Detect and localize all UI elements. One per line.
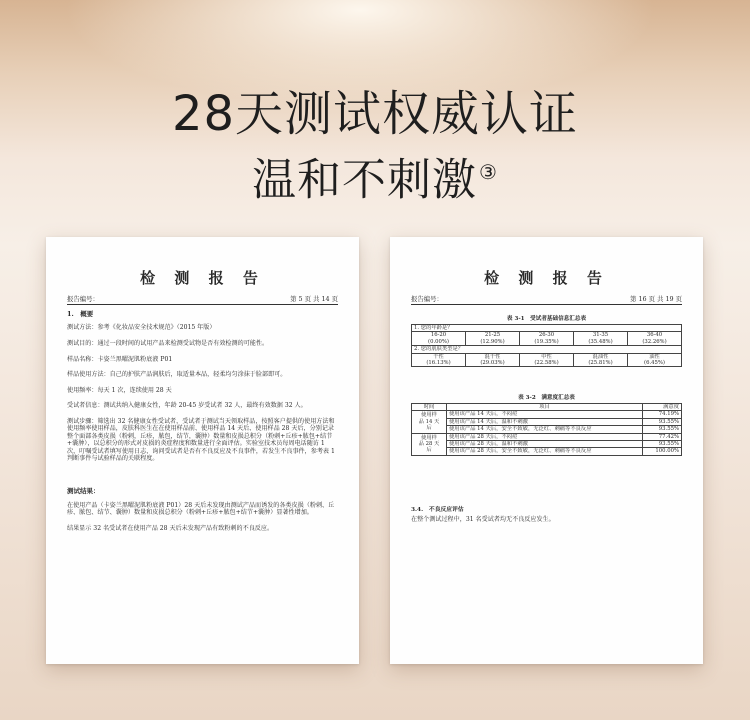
footnote-marker: ③ (479, 160, 498, 184)
age-range-cell (520, 332, 574, 346)
satisfaction-table (411, 393, 682, 456)
group-label-14d (412, 411, 447, 433)
subject-info-table (411, 314, 682, 367)
skin-pct: (29.03%) (480, 360, 505, 367)
group-label-part: 使用样 (421, 434, 437, 441)
table-header-row (412, 404, 682, 411)
question-age: 1. 您的年龄是？ (412, 325, 682, 332)
skin-type: 混油性 (592, 353, 609, 360)
age-range-cell (466, 332, 520, 346)
page-info: 第 5 页 共 14 页 (290, 295, 338, 303)
table-row (412, 332, 682, 346)
report-header (67, 294, 338, 303)
group-label-part: 后 (426, 425, 432, 432)
table-row (412, 411, 682, 418)
age-pct: (0.00%) (428, 338, 449, 345)
headline-line-1: 28天测试权威认证 (171, 86, 579, 142)
headline-line-2 (0, 146, 750, 207)
paragraph-method: 测试方法：参考《化妆品安全技术规范》（2015 年版） (67, 324, 216, 332)
table-row (412, 441, 682, 448)
skin-type: 中性 (541, 353, 552, 360)
age-range-cell (574, 332, 628, 346)
skin-pct: (16.13%) (426, 360, 451, 367)
adverse-reaction-section (411, 507, 682, 524)
skin-pct: (6.45%) (644, 360, 665, 367)
rate-cell: 77.42% (643, 433, 682, 440)
item-cell: 使用该产品 14 天后，温和不刺激 (447, 418, 643, 425)
adverse-heading: 3.4. 不良反应评估 (411, 507, 464, 513)
skin-pct: (22.58%) (534, 360, 559, 367)
skin-type: 混干性 (484, 353, 501, 360)
age-range: 36-40 (646, 332, 663, 339)
paragraph-frequency: 使用频率：每天 1 次，连续使用 28 天 (67, 386, 172, 394)
rate-cell: 74.19% (643, 411, 682, 418)
headline-line-2-text: 温和不刺激 (252, 154, 478, 206)
skin-type: 干性 (433, 353, 444, 360)
age-range: 21-25 (484, 332, 501, 339)
age-range: 31-35 (592, 332, 609, 339)
table-caption: 表 3-1 受试者基础信息汇总表 (506, 316, 587, 322)
report-page-left (46, 237, 359, 664)
paragraph-usage: 样品使用方法：自己的护肤产品润肤后，取适量本品，轻柔均匀涂抹于脸部即可。 (67, 371, 287, 379)
age-range-cell (628, 332, 682, 346)
report-body (67, 311, 338, 540)
skin-type: 油性 (649, 353, 660, 360)
header-time: 时间 (412, 404, 447, 411)
result-heading: 测试结果： (67, 487, 100, 496)
skin-type-cell (520, 353, 574, 367)
item-cell: 使用该产品 14 天后，不闷痘 (447, 411, 643, 418)
report-title: 检 测 报 告 (484, 269, 609, 287)
item-cell: 使用该产品 28 天后，温和不刺激 (447, 441, 643, 448)
table-row (412, 353, 682, 367)
report-page-right (390, 237, 703, 664)
group-label-part: 品 14 天 (418, 418, 440, 425)
header-item: 项目 (447, 404, 643, 411)
page-info: 第 16 页 共 19 页 (630, 295, 682, 303)
paragraph-purpose: 测试目的：通过一段时间的试用产品来检测受试物是否有效检测的可能性。 (67, 340, 269, 347)
paragraph-steps: 测试步骤：筛选出 32 名健康女性受试者，受试者于测试当天领取样品，按照客户提供的使用方法和使用频率使用样品，皮肤科医生在在使用样品前、使用样品 14 天后、使用样品 28 天后，分别记录整个面部各类皮损（粉刺，丘疹，脓包，结节，囊肿）数量和皮损总积分（粉刺+丘疹+脓包+结节+囊肿），以总积分的形式对皮损的炎症程度和数量进行全面评估。实验室技术员每周电话随访 1 次，叮嘱受试者填写使用日志，询问受试者是否有不良反应及不良事件，若发生不良事件，参考表 1 判断事件与试验样品的关联程度。 (67, 417, 335, 462)
age-range-cell (412, 332, 466, 346)
paragraph-result-2: 结果显示 32 名受试者在使用产品 28 天后未发现产品有致粉刺的不良反应。 (67, 524, 274, 532)
age-range: 26-30 (538, 332, 555, 339)
header-rate: 满意度 (643, 404, 682, 411)
age-pct: (35.48%) (588, 338, 613, 345)
item-cell: 使用该产品 28 天后，不闷痘 (447, 433, 643, 440)
rate-cell: 100.00% (643, 448, 682, 455)
skin-type-cell (412, 353, 466, 367)
rate-cell: 93.55% (643, 426, 682, 433)
report-title: 检 测 报 告 (140, 269, 265, 287)
group-label-part: 后 (426, 447, 432, 454)
paragraph-result-1: 在使用产品（卡姿兰黑曜泥肌粉底液 P01）28 天后未发现由测试产品而诱发的各类皮损（粉刺、丘疹、脓包、结节、囊肿）数量和皮损总积分（粉刺+丘疹+脓包+结节+囊肿）显著性增加。 (67, 501, 335, 517)
age-pct: (32.26%) (642, 338, 667, 345)
age-range: 16-20 (430, 332, 447, 339)
table-row (412, 433, 682, 440)
item-cell: 使用该产品 14 天后，安全不致敏，无泛红、刺痛等不良反应 (447, 426, 643, 433)
paragraph-sample-name: 样品名称：卡姿兰黑曜泥肌粉底液 P01 (67, 355, 173, 363)
item-cell: 使用该产品 28 天后，安全不致敏，无泛红、刺痛等不良反应 (447, 448, 643, 455)
question-skin-type: 2. 您的肌肤类型是？ (412, 346, 682, 353)
skin-type-cell (466, 353, 520, 367)
report-number-label: 报告编号： (67, 295, 99, 303)
table-caption: 表 3-2 满意度汇总表 (518, 395, 575, 401)
report-number-label: 报告编号： (411, 295, 443, 303)
table-row (412, 448, 682, 455)
report-header (411, 294, 682, 303)
rate-cell: 93.55% (643, 441, 682, 448)
group-label-part: 品 28 天 (418, 441, 440, 448)
rate-cell: 93.55% (643, 418, 682, 425)
table-row (412, 418, 682, 425)
age-pct: (12.90%) (480, 338, 505, 345)
group-label-28d (412, 433, 447, 455)
skin-pct: (25.81%) (588, 360, 613, 367)
skin-type-cell (574, 353, 628, 367)
group-label-part: 使用样 (421, 412, 437, 419)
paragraph-subjects: 受试者信息：测试共纳入健康女性，年龄 20-45 岁受试者 32 人，最终有效数据 32 人。 (67, 402, 307, 410)
adverse-text: 在整个测试过程中，31 名受试者均无不良反应发生。 (411, 516, 555, 524)
age-pct: (19.35%) (534, 338, 559, 345)
skin-type-cell (628, 353, 682, 367)
header-divider (411, 304, 682, 305)
section-heading: 1. 概要 (67, 310, 94, 318)
table-row (412, 426, 682, 433)
header-divider (67, 304, 338, 305)
